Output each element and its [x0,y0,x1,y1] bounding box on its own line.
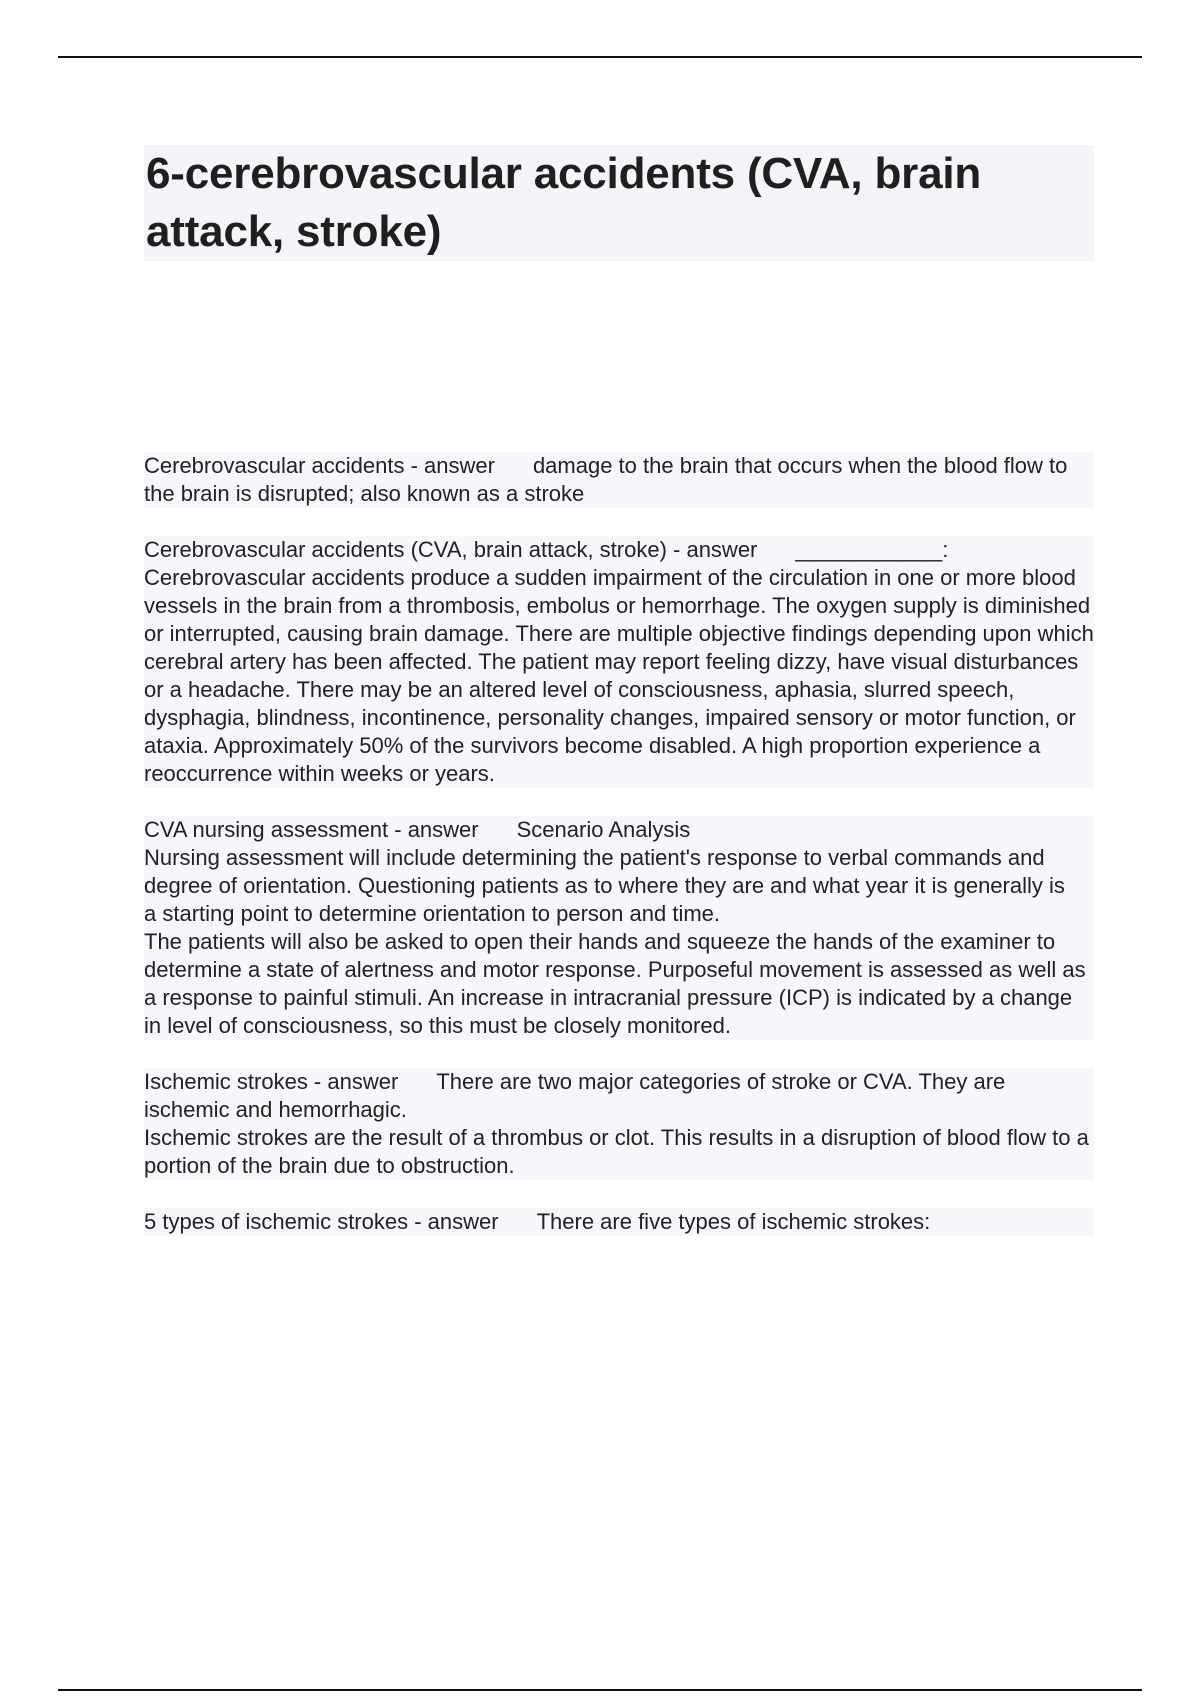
entry-answer-line: Ischemic strokes are the result of a thrombus or clot. This results in a disruption of blood flow to a [144,1125,1089,1150]
entry-paragraph [144,1208,1094,1236]
entry-term: CVA nursing assessment - answer [144,817,479,842]
document-title: 6-cerebrovascular accidents (CVA, brain attack, stroke) [146,149,982,256]
entry-answer: ____________: Cerebrovascular accidents produce a sudden impairment of the circulation in one or more blood vessels in the brain from a thrombosis, embolus or hemorrhage. The oxygen supply is diminished or interrupted, causing brain damage. There are multiple objective findings depending upon which cerebral artery has been affected. The patient may report feeling dizzy, have visual disturbances or a headache. There may be an altered level of consciousness, aphasia, slurred speech, dysphagia, blindness, incontinence, personality changes, impaired sensory or motor function, or ataxia. Approximately 50% of the survivors become disabled. A high proportion experience a reoccurrence within weeks or years. [144,537,1094,786]
entry-answer-line: degree of orientation. Questioning patients as to where they are and what year it is generally is [144,873,1065,898]
title-block [144,145,1094,261]
entry-answer-line: The patients will also be asked to open their hands and squeeze the hands of the examiner to [144,929,1056,954]
entry-paragraph [144,452,1094,508]
entry-answer: There are five types of ischemic strokes: [536,1209,931,1234]
entry-term: 5 types of ischemic strokes - answer [144,1209,499,1234]
entry-term: Cerebrovascular accidents (CVA, brain attack, stroke) - answer [144,537,758,562]
qa-entry [144,1208,1094,1236]
entry-term: Cerebrovascular accidents - answer [144,453,495,478]
entry-answer-line: determine a state of alertness and motor response. Purposeful movement is assessed as well as [144,957,1086,982]
entry-paragraph [144,536,1094,788]
entry-answer: damage to the brain that occurs when the blood flow to the brain is disrupted; also known as a stroke [144,453,1068,506]
entry-answer-line: a starting point to determine orientation to person and time. [144,901,721,926]
entry-term: Ischemic strokes - answer [144,1069,399,1094]
top-rule [58,56,1142,58]
entry-answer-line: a response to painful stimuli. An increase in intracranial pressure (ICP) is indicated by a change [144,985,1073,1010]
entry-answer: Scenario Analysis [516,817,691,842]
qa-entries [144,452,1094,1264]
entry-answer: There are two major categories of stroke or CVA. They are ischemic and hemorrhagic. [144,1069,1006,1122]
entry-answer-line: Nursing assessment will include determining the patient's response to verbal commands and [144,845,1045,870]
entry-paragraph [144,816,1094,1040]
entry-paragraph [144,1068,1094,1180]
entry-answer-line: portion of the brain due to obstruction. [144,1153,515,1178]
qa-entry [144,536,1094,788]
qa-entry [144,1068,1094,1180]
qa-entry [144,452,1094,508]
entry-answer-line: in level of consciousness, so this must be closely monitored. [144,1013,731,1038]
bottom-rule [58,1689,1142,1691]
qa-entry [144,816,1094,1040]
